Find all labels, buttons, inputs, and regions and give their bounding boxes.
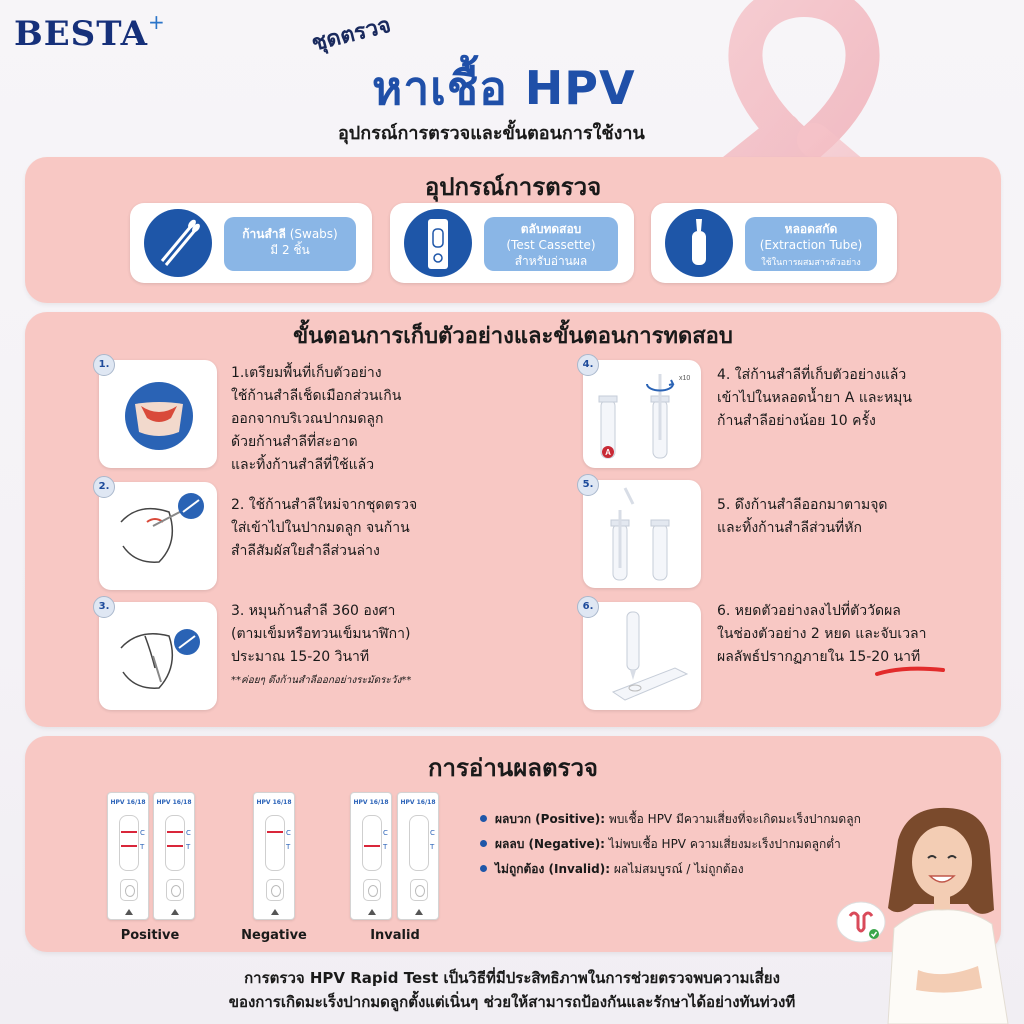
swabs-note: มี 2 ชิ้น xyxy=(270,243,310,258)
result-window xyxy=(362,815,382,871)
sample-well xyxy=(363,879,381,901)
cassette-name-th: ตลับทดสอบ xyxy=(520,222,582,236)
result-window xyxy=(265,815,285,871)
step-1-line: ใช้ก้านสำลีเช็ดเมือกส่วนเกิน xyxy=(231,388,402,404)
bullet-icon xyxy=(480,865,487,872)
step-4-line: ก้านสำลีอย่างน้อย 10 ครั้ง xyxy=(717,413,876,429)
step-5-line: 5. ดึงก้านสำลีออกมาตามจุด xyxy=(717,497,888,513)
caption-positive: Positive xyxy=(120,928,180,943)
body-area-icon xyxy=(99,360,217,468)
page-title: หาเชื้อ HPV xyxy=(372,61,636,115)
step-2-line: 2. ใช้ก้านสำลีใหม่จากชุดตรวจ xyxy=(231,497,418,513)
step-4-image xyxy=(583,360,701,468)
tube-icon xyxy=(665,209,733,277)
step-6-text xyxy=(717,600,927,669)
step-6-line: ผลลัพธ์ปรากฏภายใน 15-20 นาที xyxy=(717,649,921,665)
cassette-icon xyxy=(404,209,472,277)
step-3-line: 3. หมุนก้านสำลี 360 องศา xyxy=(231,603,396,619)
sample-well xyxy=(410,879,428,901)
swabs-name-en: (Swabs) xyxy=(285,227,338,241)
sample-well xyxy=(266,879,284,901)
rotate-count-label: x10 xyxy=(679,375,691,382)
t-marker: T xyxy=(140,843,145,851)
equipment-label-cassette xyxy=(484,217,618,271)
step-3-text xyxy=(231,600,411,692)
step-4-line: เข้าไปในหลอดน้ำยา A และหมุน xyxy=(717,390,912,406)
step-2-line: ใส่เข้าไปในปากมดลูก จนก้าน xyxy=(231,520,410,536)
equipment-label-swabs xyxy=(224,217,356,271)
c-marker: C xyxy=(430,829,435,837)
results-title: การอ่านผลตรวจ xyxy=(428,754,598,782)
step-6-line: 6. หยดตัวอย่างลงไปที่ตัววัดผล xyxy=(717,603,901,619)
swabs-name-th: ก้านสำลี xyxy=(242,227,286,241)
besta-logo xyxy=(14,10,165,64)
cassette-positive-1 xyxy=(107,792,149,920)
cassette-negative xyxy=(253,792,295,920)
equipment-panel xyxy=(25,157,1001,303)
cassette-label: HPV 16/18 xyxy=(110,799,146,806)
result-window xyxy=(409,815,429,871)
step-2-text xyxy=(231,494,417,563)
t-marker: T xyxy=(286,843,291,851)
sample-well xyxy=(166,879,184,901)
result-row-positive xyxy=(480,810,861,829)
step-4-text xyxy=(717,364,912,433)
equipment-card-tube xyxy=(651,203,897,283)
result-label: ผลบวก (Positive): xyxy=(495,812,606,826)
step-5-image xyxy=(583,480,701,588)
control-line xyxy=(167,831,183,833)
equipment-label-tube xyxy=(745,217,877,271)
equipment-title: อุปกรณ์การตรวจ xyxy=(424,173,602,201)
tube-a-label: A xyxy=(605,448,611,457)
step-6-number: 6. xyxy=(577,596,599,618)
step-3-image xyxy=(99,602,217,710)
result-text: พบเชื้อ HPV มีความเสี่ยงที่จะเกิดมะเร็งปากมดลูก xyxy=(605,812,861,826)
steps-panel xyxy=(25,312,1001,727)
step-1-text xyxy=(231,362,401,477)
step-2-image xyxy=(99,482,217,590)
test-line xyxy=(364,845,380,847)
step-5-number: 5. xyxy=(577,474,599,496)
logo-plus: + xyxy=(148,10,165,34)
uterus-bubble-icon xyxy=(836,900,886,946)
result-row-invalid xyxy=(480,860,744,879)
equipment-card-swabs xyxy=(130,203,372,283)
step-1-line: ด้วยก้านสำลีที่สะอาด xyxy=(231,434,358,450)
c-marker: C xyxy=(186,829,191,837)
bullet-icon xyxy=(480,815,487,822)
step-4-line: 4. ใส่ก้านสำลีที่เก็บตัวอย่างแล้ว xyxy=(717,367,907,383)
step-6-line: ในช่องตัวอย่าง 2 หยด และจับเวลา xyxy=(717,626,927,642)
swab-icon xyxy=(144,209,212,277)
step-2-number: 2. xyxy=(93,476,115,498)
cassette-invalid-2 xyxy=(397,792,439,920)
tube-note: ใช้ในการผสมสารตัวอย่าง xyxy=(761,258,861,269)
step-5-text xyxy=(717,494,888,540)
test-line xyxy=(121,845,137,847)
step-1-line: และทิ้งก้านสำลีที่ใช้แล้ว xyxy=(231,457,375,473)
footer-line-2: ของการเกิดมะเร็งปากมดลูกตั้งแต่เนิ่นๆ ช่วยให้สามารถป้องกันและรักษาได้อย่างทันท่วงที xyxy=(228,993,796,1011)
step-1-line: ออกจากบริเวณปากมดลูก xyxy=(231,411,384,427)
cassette-label: HPV 16/18 xyxy=(353,799,389,806)
arrow-icon xyxy=(125,909,133,915)
step-3-note: **ค่อยๆ ดึงก้านสำลีออกอย่างระมัดระวัง** xyxy=(231,675,412,686)
arrow-icon xyxy=(415,909,423,915)
tube-name-en: (Extraction Tube) xyxy=(759,238,863,253)
drop-sample-icon xyxy=(583,602,701,710)
caption-invalid: Invalid xyxy=(370,928,420,943)
bullet-icon xyxy=(480,840,487,847)
t-marker: T xyxy=(430,843,435,851)
swab-insert-icon xyxy=(99,482,217,590)
c-marker: C xyxy=(383,829,388,837)
page-subtitle: อุปกรณ์การตรวจและขั้นตอนการใช้งาน xyxy=(338,123,645,144)
step-1-line: 1.เตรียมพื้นที่เก็บตัวอย่าง xyxy=(231,365,382,381)
sample-well xyxy=(120,879,138,901)
arrow-icon xyxy=(171,909,179,915)
step-3-line: ประมาณ 15-20 วินาที xyxy=(231,649,370,665)
result-label: ผลลบ (Negative): xyxy=(495,837,605,851)
extraction-tube-icon xyxy=(583,360,701,468)
cassette-note: สำหรับอ่านผล xyxy=(514,254,588,269)
cassette-name-en: (Test Cassette) xyxy=(506,238,596,253)
step-6-image xyxy=(583,602,701,710)
logo-text: BESTA xyxy=(14,14,149,54)
step-3-line: (ตามเข็มหรือทวนเข็มนาฬิกา) xyxy=(231,626,411,642)
header-small: ชุดตรวจ xyxy=(309,12,394,57)
arrow-icon xyxy=(271,909,279,915)
test-line xyxy=(167,845,183,847)
step-3-number: 3. xyxy=(93,596,115,618)
t-marker: T xyxy=(186,843,191,851)
cassette-label: HPV 16/18 xyxy=(256,799,292,806)
step-1-image xyxy=(99,360,217,468)
cassette-label: HPV 16/18 xyxy=(400,799,436,806)
steps-title: ขั้นตอนการเก็บตัวอย่างและขั้นตอนการทดสอบ xyxy=(293,324,733,349)
step-5-line: และทิ้งก้านสำลีส่วนที่หัก xyxy=(717,520,862,536)
step-4-number: 4. xyxy=(577,354,599,376)
footer-line-1: การตรวจ HPV Rapid Test เป็นวิธีที่มีประสิทธิภาพในการช่วยตรวจพบความเสี่ยง xyxy=(244,969,780,987)
result-window xyxy=(165,815,185,871)
arrow-icon xyxy=(368,909,376,915)
step-1-number: 1. xyxy=(93,354,115,376)
highlight-underline xyxy=(873,664,947,680)
result-row-negative xyxy=(480,835,841,854)
break-swab-icon xyxy=(583,480,701,588)
c-marker: C xyxy=(286,829,291,837)
tube-name-th: หลอดสกัด xyxy=(784,222,838,236)
c-marker: C xyxy=(140,829,145,837)
control-line xyxy=(267,831,283,833)
step-2-line: สำลีสัมผัสใยสำลีส่วนล่าง xyxy=(231,543,380,559)
result-label: ไม่ถูกต้อง (Invalid): xyxy=(495,862,611,876)
cassette-label: HPV 16/18 xyxy=(156,799,192,806)
cassette-invalid-1 xyxy=(350,792,392,920)
result-text: ไม่พบเชื้อ HPV ความเสี่ยงมะเร็งปากมดลูกต่ำ xyxy=(604,837,841,851)
cassette-positive-2 xyxy=(153,792,195,920)
control-line xyxy=(121,831,137,833)
result-window xyxy=(119,815,139,871)
swab-rotate-icon xyxy=(99,602,217,710)
t-marker: T xyxy=(383,843,388,851)
caption-negative: Negative xyxy=(241,928,307,943)
equipment-card-cassette xyxy=(390,203,634,283)
result-text: ผลไม่สมบูรณ์ / ไม่ถูกต้อง xyxy=(610,862,744,876)
